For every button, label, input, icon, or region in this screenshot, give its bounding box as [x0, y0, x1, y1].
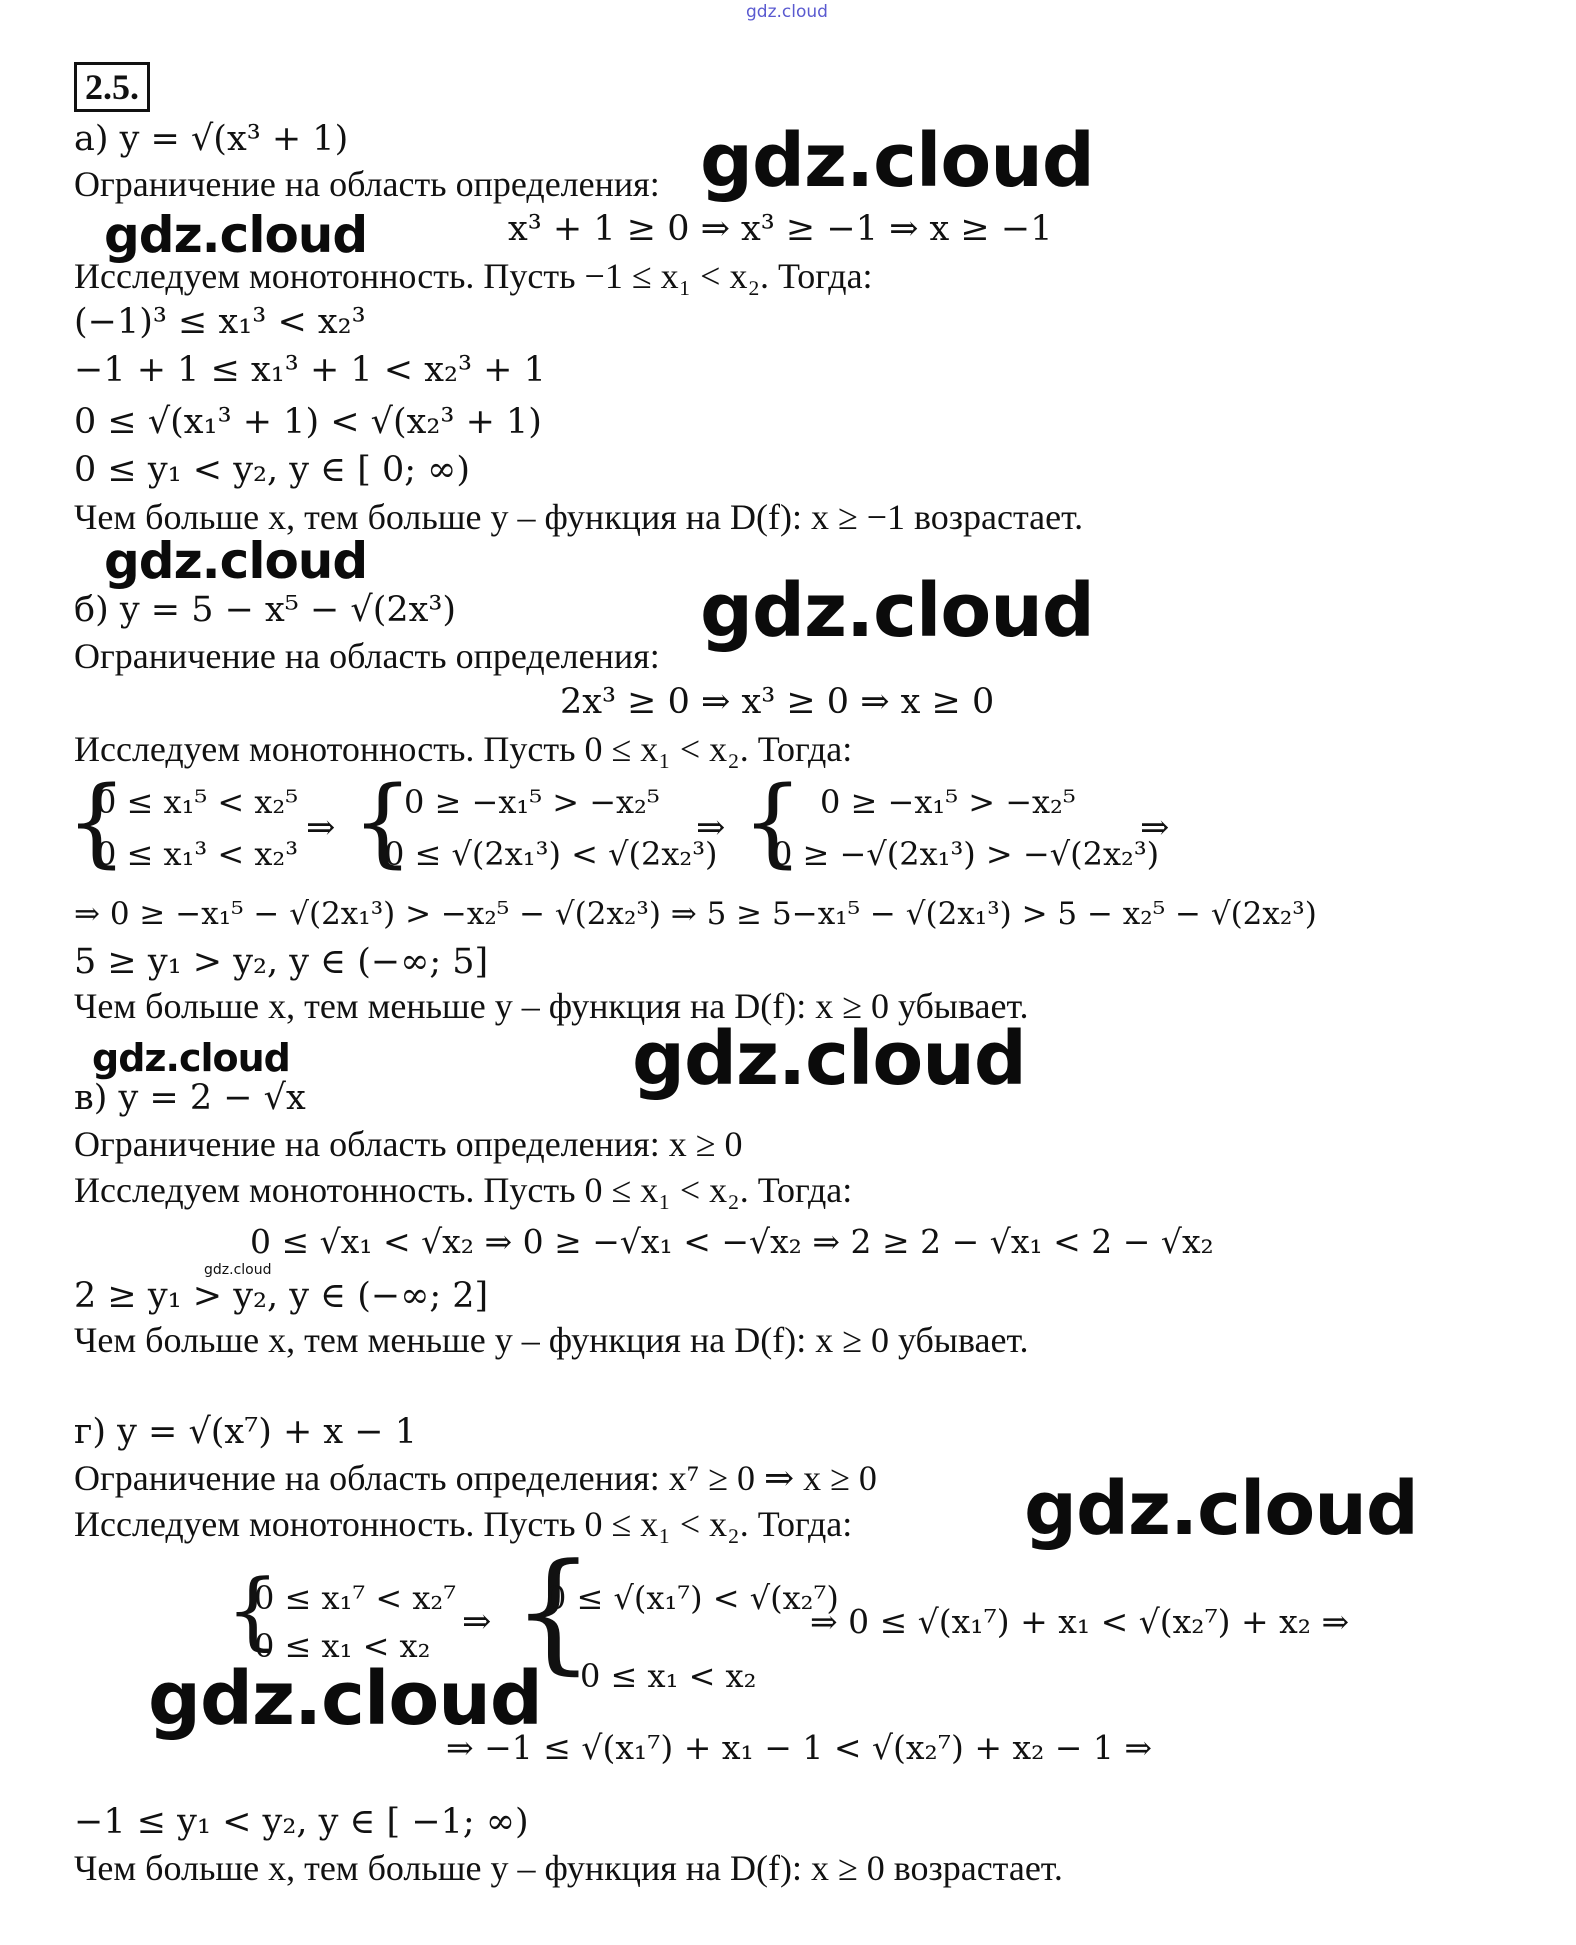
- part-a-restriction-label: Ограничение на область определения:: [74, 164, 660, 204]
- part-a-title: а) y = √(x³ + 1): [74, 119, 349, 159]
- part-c-chain: 0 ≤ √x₁ < √x₂ ⇒ 0 ≥ −√x₁ < −√x₂ ⇒ 2 ≥ 2 − √x₁ < 2 − √x₂: [250, 1222, 1214, 1261]
- part-b-restriction-label: Ограничение на область определения:: [74, 636, 660, 676]
- part-d-chain2: ⇒ −1 ≤ √(x₁⁷) + x₁ − 1 < √(x₂⁷) + x₂ − 1 ⇒: [446, 1728, 1153, 1767]
- brace-d1: {: [226, 1561, 280, 1659]
- brace-b3: {: [742, 766, 804, 878]
- part-b-arrow1: ⇒: [306, 808, 336, 848]
- part-a-step1: (−1)³ ≤ x₁³ < x₂³: [74, 302, 366, 342]
- watermark-4: gdz.cloud: [700, 568, 1094, 654]
- part-a-step2: −1 + 1 ≤ x₁³ + 1 < x₂³ + 1: [74, 350, 546, 390]
- part-b-chain: ⇒ 0 ≥ −x₁⁵ − √(2x₁³) > −x₂⁵ − √(2x₂³) ⇒ 5 ≥ 5−x₁⁵ − √(2x₁³) > 5 − x₂⁵ − √(2x₂³): [74, 896, 1317, 932]
- part-d-restriction: Ограничение на область определения: x⁷ ≥ 0 ⇒ x ≥ 0: [74, 1458, 877, 1498]
- part-b-sys1-row2: 0 ≤ x₁³ < x₂³: [96, 835, 299, 873]
- part-b-sys2-row1: 0 ≥ −x₁⁵ > −x₂⁵: [404, 783, 660, 821]
- brace-b1: {: [66, 766, 128, 878]
- watermark-7: gdz.cloud: [1024, 1466, 1418, 1552]
- part-d-arrow1: ⇒: [462, 1602, 492, 1642]
- part-b-title: б) y = 5 − x⁵ − √(2x³): [74, 590, 457, 630]
- brace-b2: {: [352, 766, 414, 878]
- part-d-step4: −1 ≤ y₁ < y₂, y ∈ [ −1; ∞): [74, 1802, 529, 1842]
- part-a-step3: 0 ≤ √(x₁³ + 1) < √(x₂³ + 1): [74, 402, 542, 442]
- part-c-conclusion: Чем больше x, тем меньше y – функция на D(f): x ≥ 0 убывает.: [74, 1320, 1029, 1360]
- part-d-title: г) y = √(x⁷) + x − 1: [74, 1412, 418, 1452]
- part-b-arrow3: ⇒: [1140, 808, 1170, 848]
- part-a-step4: 0 ≤ y₁ < y₂, y ∈ [ 0; ∞): [74, 450, 470, 490]
- part-a-monotony: Исследуем монотонность. Пусть −1 ≤ x₁ < x₂. Тогда:: [74, 256, 873, 296]
- part-b-sys2-row2: 0 ≤ √(2x₁³) < √(2x₂³): [384, 835, 718, 873]
- part-d-sys2-row1: 0 ≤ √(x₁⁷) < √(x₂⁷): [546, 1579, 839, 1617]
- part-d-chain1: ⇒ 0 ≤ √(x₁⁷) + x₁ < √(x₂⁷) + x₂ ⇒: [810, 1602, 1350, 1641]
- watermark-1: gdz.cloud: [700, 118, 1094, 204]
- part-c-step4: 2 ≥ y₁ > y₂, y ∈ (−∞; 2]: [74, 1276, 489, 1316]
- part-d-sys1-row2: 0 ≤ x₁ < x₂: [254, 1627, 431, 1665]
- part-b-sys3-row1: 0 ≥ −x₁⁵ > −x₂⁵: [820, 783, 1076, 821]
- watermark-6: gdz.cloud: [632, 1016, 1026, 1102]
- problem-number: 2.5.: [74, 62, 150, 112]
- watermark-2: gdz.cloud: [104, 206, 368, 264]
- part-a-conclusion: Чем больше x, тем больше y – функция на D(f): x ≥ −1 возрастает.: [74, 497, 1084, 537]
- part-b-arrow2: ⇒: [696, 808, 726, 848]
- part-b-restriction-math: 2x³ ≥ 0 ⇒ x³ ≥ 0 ⇒ x ≥ 0: [560, 682, 995, 722]
- part-d-monotony: Исследуем монотонность. Пусть 0 ≤ x₁ < x₂. Тогда:: [74, 1504, 853, 1544]
- part-c-restriction: Ограничение на область определения: x ≥ 0: [74, 1124, 743, 1164]
- part-c-monotony: Исследуем монотонность. Пусть 0 ≤ x₁ < x₂. Тогда:: [74, 1170, 853, 1210]
- watermark-tiny: gdz.cloud: [204, 1262, 272, 1278]
- watermark-8: gdz.cloud: [148, 1656, 542, 1742]
- part-b-sys3-row2: 0 ≥ −√(2x₁³) > −√(2x₂³): [772, 835, 1160, 873]
- part-b-step4: 5 ≥ y₁ > y₂, y ∈ (−∞; 5]: [74, 942, 489, 982]
- brace-d2: {: [512, 1535, 595, 1687]
- part-d-sys1-row1: 0 ≤ x₁⁷ < x₂⁷: [254, 1579, 457, 1617]
- part-d-conclusion: Чем больше x, тем больше y – функция на D(f): x ≥ 0 возрастает.: [74, 1848, 1063, 1888]
- watermark-3: gdz.cloud: [104, 532, 368, 590]
- part-b-sys1-row1: 0 ≤ x₁⁵ < x₂⁵: [96, 783, 299, 821]
- part-b-conclusion: Чем больше x, тем меньше y – функция на D(f): x ≥ 0 убывает.: [74, 986, 1029, 1026]
- part-d-sys2-row2: 0 ≤ x₁ < x₂: [580, 1657, 757, 1695]
- part-b-monotony: Исследуем монотонность. Пусть 0 ≤ x₁ < x₂. Тогда:: [74, 729, 853, 769]
- part-c-title: в) y = 2 − √x: [74, 1078, 306, 1118]
- watermark-5: gdz.cloud: [92, 1036, 290, 1080]
- watermark-top: gdz.cloud: [746, 2, 828, 22]
- part-a-restriction-math: x³ + 1 ≥ 0 ⇒ x³ ≥ −1 ⇒ x ≥ −1: [508, 209, 1053, 249]
